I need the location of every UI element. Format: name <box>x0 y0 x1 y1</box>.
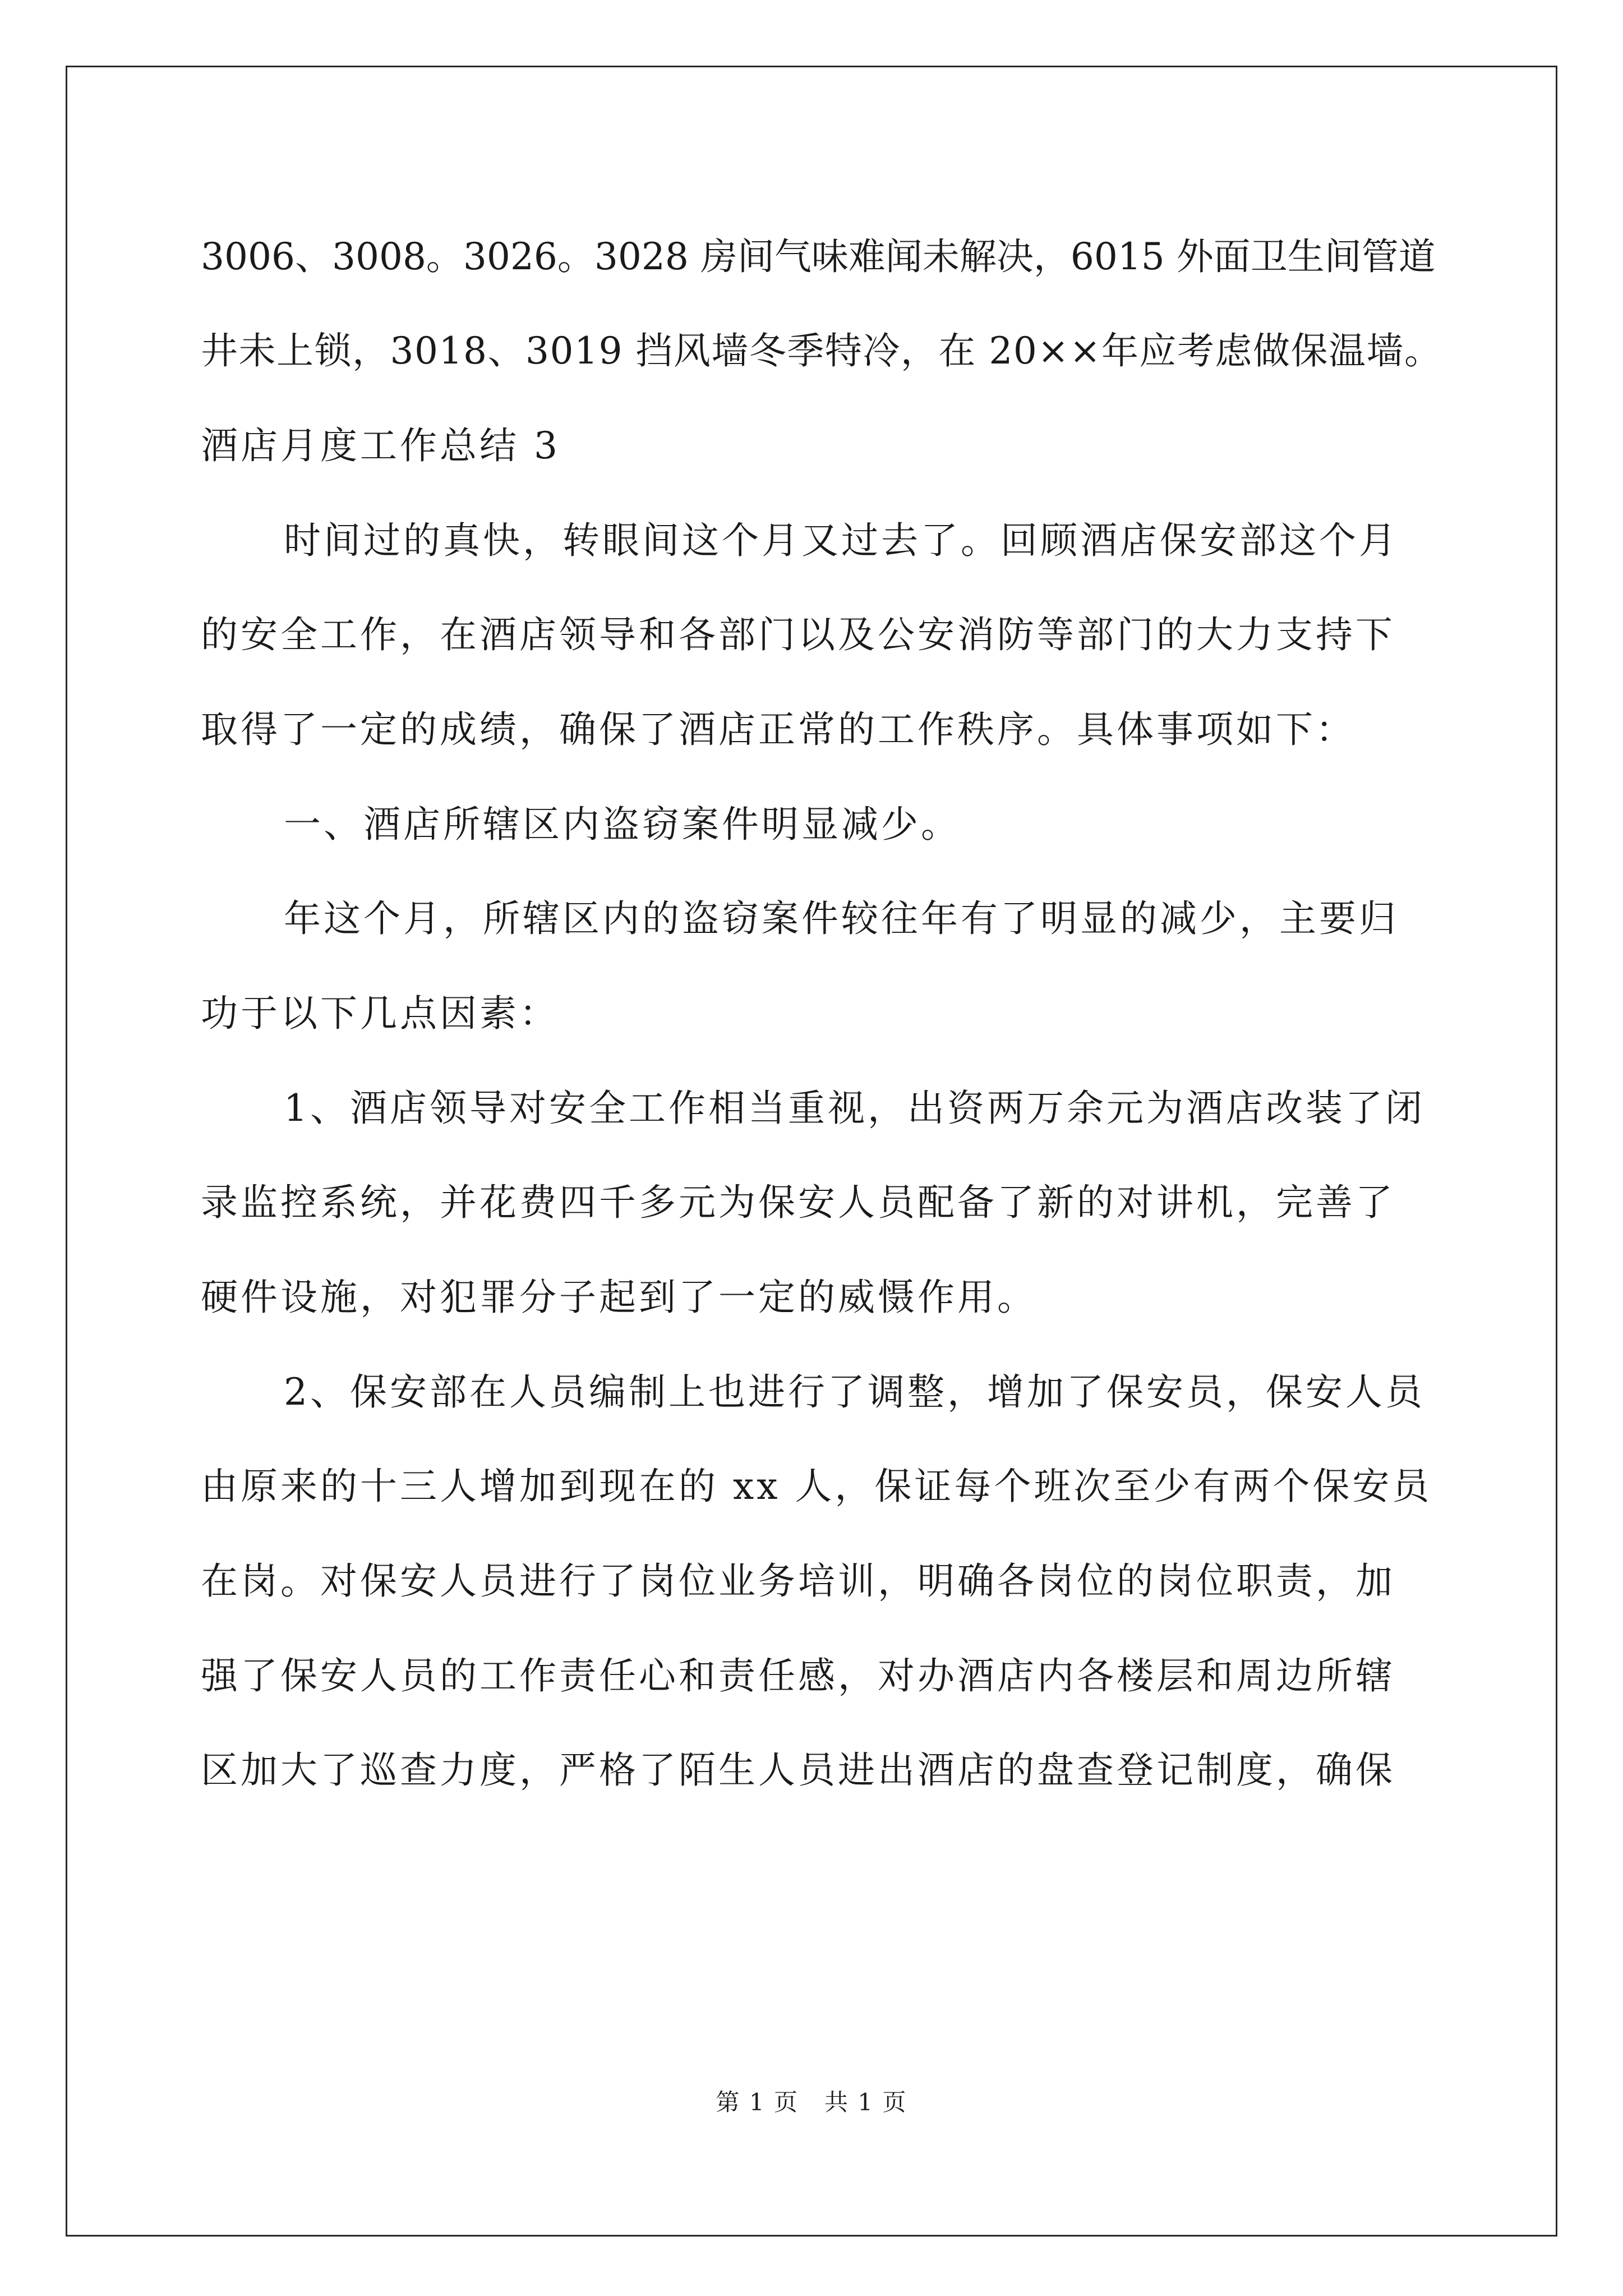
text-line: 2、保安部在人员编制上也进行了调整，增加了保安员，保安人员 <box>284 1370 1425 1414</box>
section-heading: 酒店月度工作总结 3 <box>201 424 560 467</box>
text-line: 区加大了巡查力度，严格了陌生人员进出酒店的盘查登记制度，确保 <box>201 1749 1395 1792</box>
text-line: 功于以下几点因素： <box>201 992 559 1035</box>
text-line: 硬件设施，对犯罪分子起到了一定的威慑作用。 <box>201 1276 1037 1319</box>
text-line: 在岗。对保安人员进行了岗位业务培训，明确各岗位的岗位职责，加 <box>201 1559 1395 1603</box>
text-line: 取得了一定的成绩，确保了酒店正常的工作秩序。具体事项如下： <box>201 708 1355 751</box>
page-footer: 第 1 页 共 1 页 <box>716 2088 907 2116</box>
text-line: 年这个月，所辖区内的盗窃案件较往年有了明显的减少，主要归 <box>284 897 1399 940</box>
text-line: 强了保安人员的工作责任心和责任感，对办酒店内各楼层和周边所辖 <box>201 1654 1395 1697</box>
text-line: 录监控系统，并花费四千多元为保安人员配备了新的对讲机，完善了 <box>201 1181 1395 1224</box>
page-border <box>66 66 1557 2237</box>
text-line: 1、酒店领导对安全工作相当重视，出资两万余元为酒店改装了闭 <box>284 1087 1425 1130</box>
text-line: 3006、3008。3026。3028 房间气味难闻未解决，6015 外面卫生间管道 <box>201 235 1436 278</box>
text-line: 的安全工作，在酒店领导和各部门以及公安消防等部门的大力支持下 <box>201 613 1395 656</box>
text-line: 时间过的真快，转眼间这个月又过去了。回顾酒店保安部这个月 <box>284 519 1399 562</box>
text-line: 由原来的十三人增加到现在的 xx 人，保证每个班次至少有两个保安员 <box>201 1465 1432 1508</box>
subheading-line: 一、酒店所辖区内盗窃案件明显减少。 <box>284 803 961 846</box>
text-line: 井未上锁，3018、3019 挡风墙冬季特冷，在 20××年应考虑做保温墙。 <box>201 329 1442 372</box>
